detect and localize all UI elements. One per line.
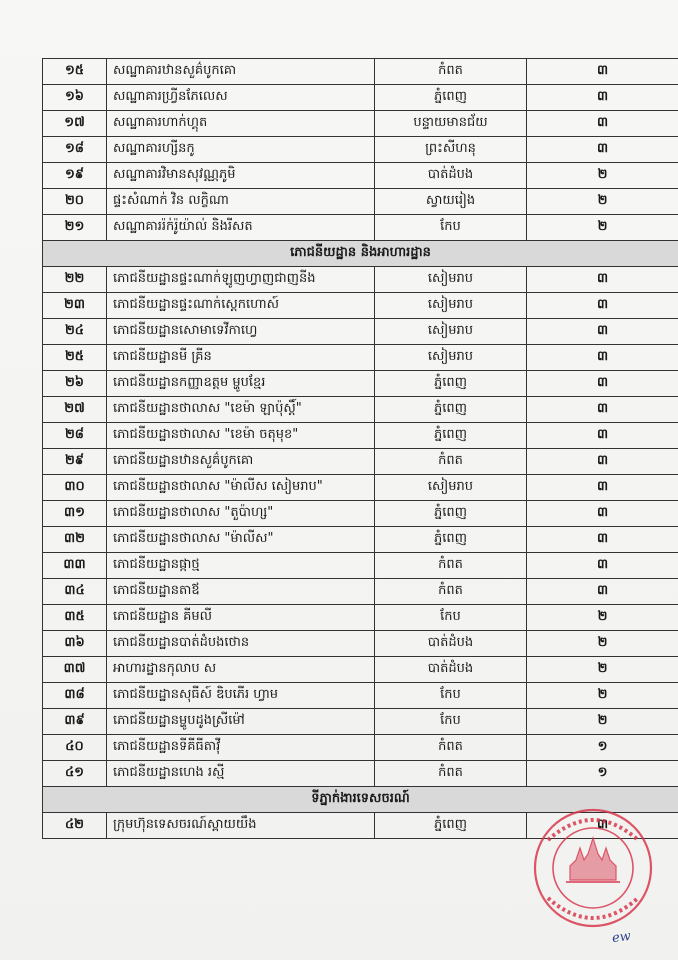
star-rating: ៣: [527, 137, 678, 163]
star-rating: ៣: [527, 475, 678, 501]
star-rating: ៣: [527, 527, 678, 553]
province: បាត់ដំបង: [375, 163, 527, 189]
star-rating: ២: [527, 657, 678, 683]
province: ភ្នំពេញ: [375, 813, 527, 839]
table-row: [43, 163, 678, 189]
table-row: [43, 735, 678, 761]
row-number: ១៦: [43, 85, 107, 111]
table-row: [43, 371, 678, 397]
table-row: [43, 267, 678, 293]
row-number: ២២: [43, 267, 107, 293]
province: កំពត: [375, 579, 527, 605]
province: ភ្នំពេញ: [375, 501, 527, 527]
establishment-name: ភោជនីយដ្ឋានកញ្ញាឧត្តម ម្ហូបខ្មែរ: [107, 371, 375, 397]
star-rating: ២: [527, 215, 678, 241]
star-rating: ១: [527, 761, 678, 787]
row-number: ៣១: [43, 501, 107, 527]
establishment-name: សណ្ឋាគារហាក់ហ្គុត: [107, 111, 375, 137]
province: កែប: [375, 683, 527, 709]
province: សៀមរាប: [375, 319, 527, 345]
row-number: ៣៥: [43, 605, 107, 631]
province: កែប: [375, 709, 527, 735]
table-row: [43, 657, 678, 683]
province: កំពត: [375, 735, 527, 761]
province: ភ្នំពេញ: [375, 85, 527, 111]
table-row: [43, 449, 678, 475]
table-row: [43, 683, 678, 709]
province: សៀមរាប: [375, 345, 527, 371]
establishment-name: សណ្ឋាគារហ្វ្រីនភែលេស: [107, 85, 375, 111]
establishment-name: ភោជនីយដ្ឋានថាលាស "ខេម៉ា ឡាប៉ុស្តិ៍": [107, 397, 375, 423]
province: បន្ទាយមានជ័យ: [375, 111, 527, 137]
table-row: [43, 605, 678, 631]
province: ភ្នំពេញ: [375, 397, 527, 423]
province: សៀមរាប: [375, 293, 527, 319]
row-number: ២៦: [43, 371, 107, 397]
row-number: ២១: [43, 215, 107, 241]
province: ភ្នំពេញ: [375, 527, 527, 553]
province: កំពត: [375, 553, 527, 579]
establishment-name: ភោជនីយដ្ឋានផ្ទះណាក់ស្តេកហោស៍: [107, 293, 375, 319]
row-number: ១៧: [43, 111, 107, 137]
star-rating: ៣: [527, 397, 678, 423]
row-number: ៣៩: [43, 709, 107, 735]
row-number: ១៩: [43, 163, 107, 189]
row-number: ៤០: [43, 735, 107, 761]
certification-table: [42, 58, 678, 839]
table-row: [43, 527, 678, 553]
handwritten-signature: ew: [611, 928, 632, 947]
establishment-name: ភោជនីយដ្ឋានឋានសួគ៌បូកគោ: [107, 449, 375, 475]
row-number: ៤២: [43, 813, 107, 839]
table-row: [43, 345, 678, 371]
province: សៀមរាប: [375, 267, 527, 293]
star-rating: ៣: [527, 423, 678, 449]
province: កំពត: [375, 761, 527, 787]
establishment-name: ក្រុមហ៊ុនទេសចរណ៍ស្ពាយយឹង: [107, 813, 375, 839]
row-number: ២៨: [43, 423, 107, 449]
province: ព្រះសីហនុ: [375, 137, 527, 163]
section-header-row: [43, 241, 678, 267]
star-rating: ៣: [527, 813, 678, 839]
row-number: ៣៨: [43, 683, 107, 709]
star-rating: ៣: [527, 293, 678, 319]
establishment-name: ភោជនីយដ្ឋានមី គ្រីន: [107, 345, 375, 371]
row-number: ២៧: [43, 397, 107, 423]
establishment-name: ភោជនីយដ្ឋាន គីមលី: [107, 605, 375, 631]
section-title: ទីភ្នាក់ងារទេសចរណ៍: [43, 787, 678, 813]
star-rating: ៣: [527, 579, 678, 605]
province: បាត់ដំបង: [375, 657, 527, 683]
star-rating: ៣: [527, 501, 678, 527]
establishment-name: ភោជនីយដ្ឋានថាលាស "តួប៉ាហ្ស": [107, 501, 375, 527]
table-row: [43, 85, 678, 111]
star-rating: ២: [527, 683, 678, 709]
star-rating: ៣: [527, 553, 678, 579]
row-number: ១៨: [43, 137, 107, 163]
row-number: ៣៧: [43, 657, 107, 683]
table-row: [43, 189, 678, 215]
star-rating: ៣: [527, 267, 678, 293]
establishment-name: ភោជនីយដ្ឋានទីគីធីតាវ៉ី: [107, 735, 375, 761]
star-rating: ៣: [527, 111, 678, 137]
star-rating: ២: [527, 631, 678, 657]
row-number: ៤១: [43, 761, 107, 787]
table-row: [43, 319, 678, 345]
table-row: [43, 631, 678, 657]
row-number: ៣២: [43, 527, 107, 553]
table-row: [43, 111, 678, 137]
table-row: [43, 709, 678, 735]
official-seal: [518, 800, 668, 930]
row-number: ២៤: [43, 319, 107, 345]
row-number: ២០: [43, 189, 107, 215]
table-row: [43, 579, 678, 605]
establishment-name: ភោជនីយដ្ឋានថាលាស "ម៉ាលីស សៀមរាប": [107, 475, 375, 501]
row-number: ៣៣: [43, 553, 107, 579]
row-number: ១៥: [43, 59, 107, 85]
star-rating: ២: [527, 163, 678, 189]
establishment-name: សណ្ឋាគារឋានសួគ៌បូកគោ: [107, 59, 375, 85]
star-rating: ២: [527, 709, 678, 735]
star-rating: ២: [527, 605, 678, 631]
establishment-name: ភោជនីយដ្ឋានហេង រស្មី: [107, 761, 375, 787]
table-row: [43, 293, 678, 319]
establishment-name: សណ្ឋាគារហ្សីនកូ: [107, 137, 375, 163]
table-body: [43, 59, 678, 839]
establishment-name: ភោជនីយដ្ឋានថាលាស "ម៉ាលីស": [107, 527, 375, 553]
star-rating: ៣: [527, 449, 678, 475]
establishment-name: ភោជនីយដ្ឋានផ្ទះណាក់ឡូញហ្វាញជាញនីង: [107, 267, 375, 293]
table-row: [43, 501, 678, 527]
star-rating: ២: [527, 189, 678, 215]
star-rating: ១: [527, 735, 678, 761]
star-rating: ៣: [527, 371, 678, 397]
establishment-name: ភោជនីយដ្ឋានសុធីស៍ ឌិបភើរ ហ្វាម: [107, 683, 375, 709]
province: កំពត: [375, 59, 527, 85]
row-number: ៣៦: [43, 631, 107, 657]
row-number: ២៩: [43, 449, 107, 475]
establishment-name: សណ្ឋាគាររ៉ក់រ៉ូយ៉ាល់ និងរីសត: [107, 215, 375, 241]
establishment-name: សណ្ឋាគារវិមានសុវណ្ណភូមិ: [107, 163, 375, 189]
table-row: [43, 423, 678, 449]
star-rating: ៣: [527, 59, 678, 85]
province: កែប: [375, 215, 527, 241]
establishment-name: ភោជនីយដ្ឋានម្ហូបដូងស្រីម៉ៅ: [107, 709, 375, 735]
row-number: ៣០: [43, 475, 107, 501]
establishment-name: ផ្ទះសំណាក់ វិន លក្ខិណា: [107, 189, 375, 215]
province: សៀមរាប: [375, 475, 527, 501]
table-row: [43, 59, 678, 85]
establishment-name: ភោជនីយដ្ឋានថាលាស "ខេម៉ា ចតុមុខ": [107, 423, 375, 449]
row-number: ៣៤: [43, 579, 107, 605]
table-row: [43, 761, 678, 787]
section-title: ភោជនីយដ្ឋាន និងអាហារដ្ឋាន: [43, 241, 678, 267]
establishment-name: អាហារដ្ឋានកុលាប ស: [107, 657, 375, 683]
row-number: ២៣: [43, 293, 107, 319]
province: ភ្នំពេញ: [375, 423, 527, 449]
star-rating: ៣: [527, 85, 678, 111]
province: កែប: [375, 605, 527, 631]
row-number: ២៥: [43, 345, 107, 371]
star-rating: ៣: [527, 345, 678, 371]
table-row: [43, 475, 678, 501]
table-row: [43, 553, 678, 579]
province: បាត់ដំបង: [375, 631, 527, 657]
establishment-name: ភោជនីយដ្ឋានសោមាទេវីកាហ្វេ: [107, 319, 375, 345]
star-rating: ៣: [527, 319, 678, 345]
province: កំពត: [375, 449, 527, 475]
establishment-name: ភោជនីយដ្ឋានផ្កាថ្ម: [107, 553, 375, 579]
table-row: [43, 215, 678, 241]
establishment-name: ភោជនីយដ្ឋានបាត់ដំបងថោន: [107, 631, 375, 657]
province: ស្វាយរៀង: [375, 189, 527, 215]
table-row: [43, 137, 678, 163]
province: ភ្នំពេញ: [375, 371, 527, 397]
table-row: [43, 397, 678, 423]
establishment-name: ភោជនីយដ្ឋានតាឪ: [107, 579, 375, 605]
